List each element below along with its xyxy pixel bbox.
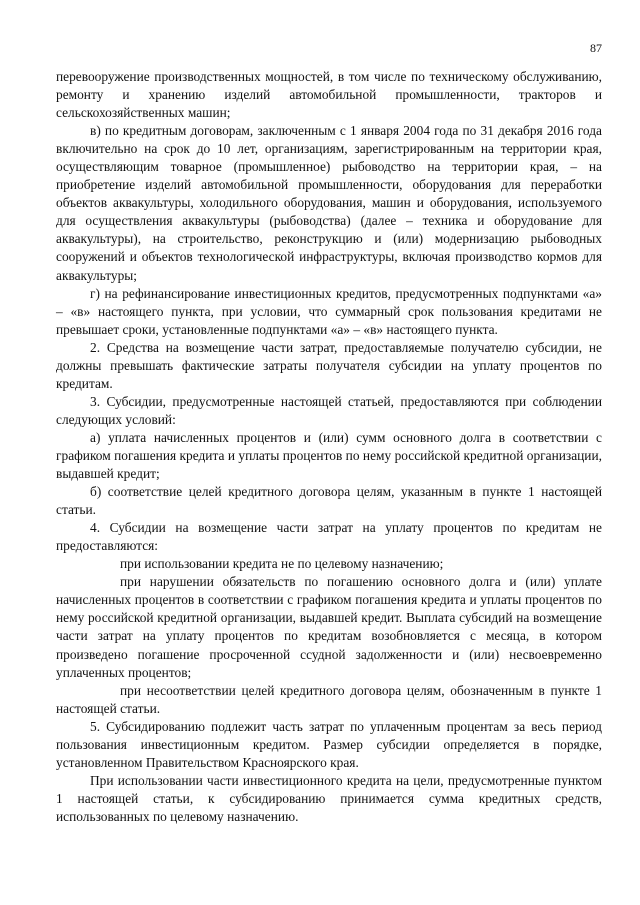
paragraph-condition-3: при несоответствии целей кредитного договора целям, обозначенным в пункте 1 настоящей статьи. bbox=[56, 682, 602, 716]
paragraph-item-4: 4. Субсидии на возмещение части затрат на уплату процентов по кредитам не предоставляются: bbox=[56, 520, 602, 554]
page-number: 87 bbox=[590, 41, 602, 55]
paragraph-subitem-g: г) на рефинансирование инвестиционных кредитов, предусмотренных подпунктами «а» – «в» настоящего пункта, при условии, что суммарный срок пользования кредитами не превышает сроки, установленные подпунктами «а» – «в» настоящего пункта. bbox=[56, 285, 602, 337]
paragraph-item-2: 2. Средства на возмещение части затрат, предоставляемые получателю субсидии, не должны превышать фактические затраты получателя субсидии на уплату процентов по кредитам. bbox=[56, 339, 602, 391]
paragraph-subitem-a: а) уплата начисленных процентов и (или) сумм основного долга в соответствии с графиком погашения кредита и уплаты процентов по нему российской кредитной организации, выдавшей кредит; bbox=[56, 429, 602, 482]
document-body bbox=[56, 68, 602, 826]
paragraph-item-5: 5. Субсидированию подлежит часть затрат по уплаченным процентам за весь период пользования инвестиционным кредитом. Размер субсидии определяется в порядке, установленном Правительством Красноярского края. bbox=[56, 718, 602, 770]
paragraph-condition-2: при нарушении обязательств по погашению основного долга и (или) уплате начисленных процентов в соответствии с графиком погашения кредита и уплаты процентов по нему российской кредитной организации, выдавшей кредит. Выплата субсидий на возмещение части затрат на уплату процентов по кредитам возобновляется с месяца, в котором произведено погашение просроченной ссудной задолженности и (или) несвоевременно уплаченных процентов; bbox=[56, 574, 602, 680]
paragraph-subitem-b: б) соответствие целей кредитного договора целям, указанным в пункте 1 настоящей статьи. bbox=[56, 484, 602, 518]
paragraph-subitem-v: в) по кредитным договорам, заключенным с 1 января 2004 года по 31 декабря 2016 года включительно на срок до 10 лет, организациям, зарегистрированным на территории края, осуществляющим товарное (промышленное) рыбоводство на территории края, – на приобретение изделий автомобильной промышленности, оборудования для переработки объектов аквакультуры, холодильного оборудования, машин и оборудования, используемого для осуществления аквакультуры (рыбоводства) (далее – техника и оборудование для аквакультуры), на строительство, реконструкцию и (или) модернизацию рыбоводных сооружений и объектов технологической инфраструктуры, включая производство кормов для аквакультуры; bbox=[56, 123, 602, 283]
paragraph-item-3: 3. Субсидии, предусмотренные настоящей статьей, предоставляются при соблюдении следующих условий: bbox=[56, 393, 602, 427]
paragraph-condition-1: при использовании кредита не по целевому назначению; bbox=[120, 556, 444, 572]
paragraph-item-5-cont: При использовании части инвестиционного кредита на цели, предусмотренные пунктом 1 настоящей статьи, к субсидированию принимается сумма кредитных средств, использованных по целевому назначению. bbox=[56, 772, 602, 824]
paragraph-continuation: перевооружение производственных мощностей, в том числе по техническому обслуживанию, ремонту и хранению изделий автомобильной промышленности, тракторов и сельскохозяйственных машин; bbox=[56, 69, 602, 121]
